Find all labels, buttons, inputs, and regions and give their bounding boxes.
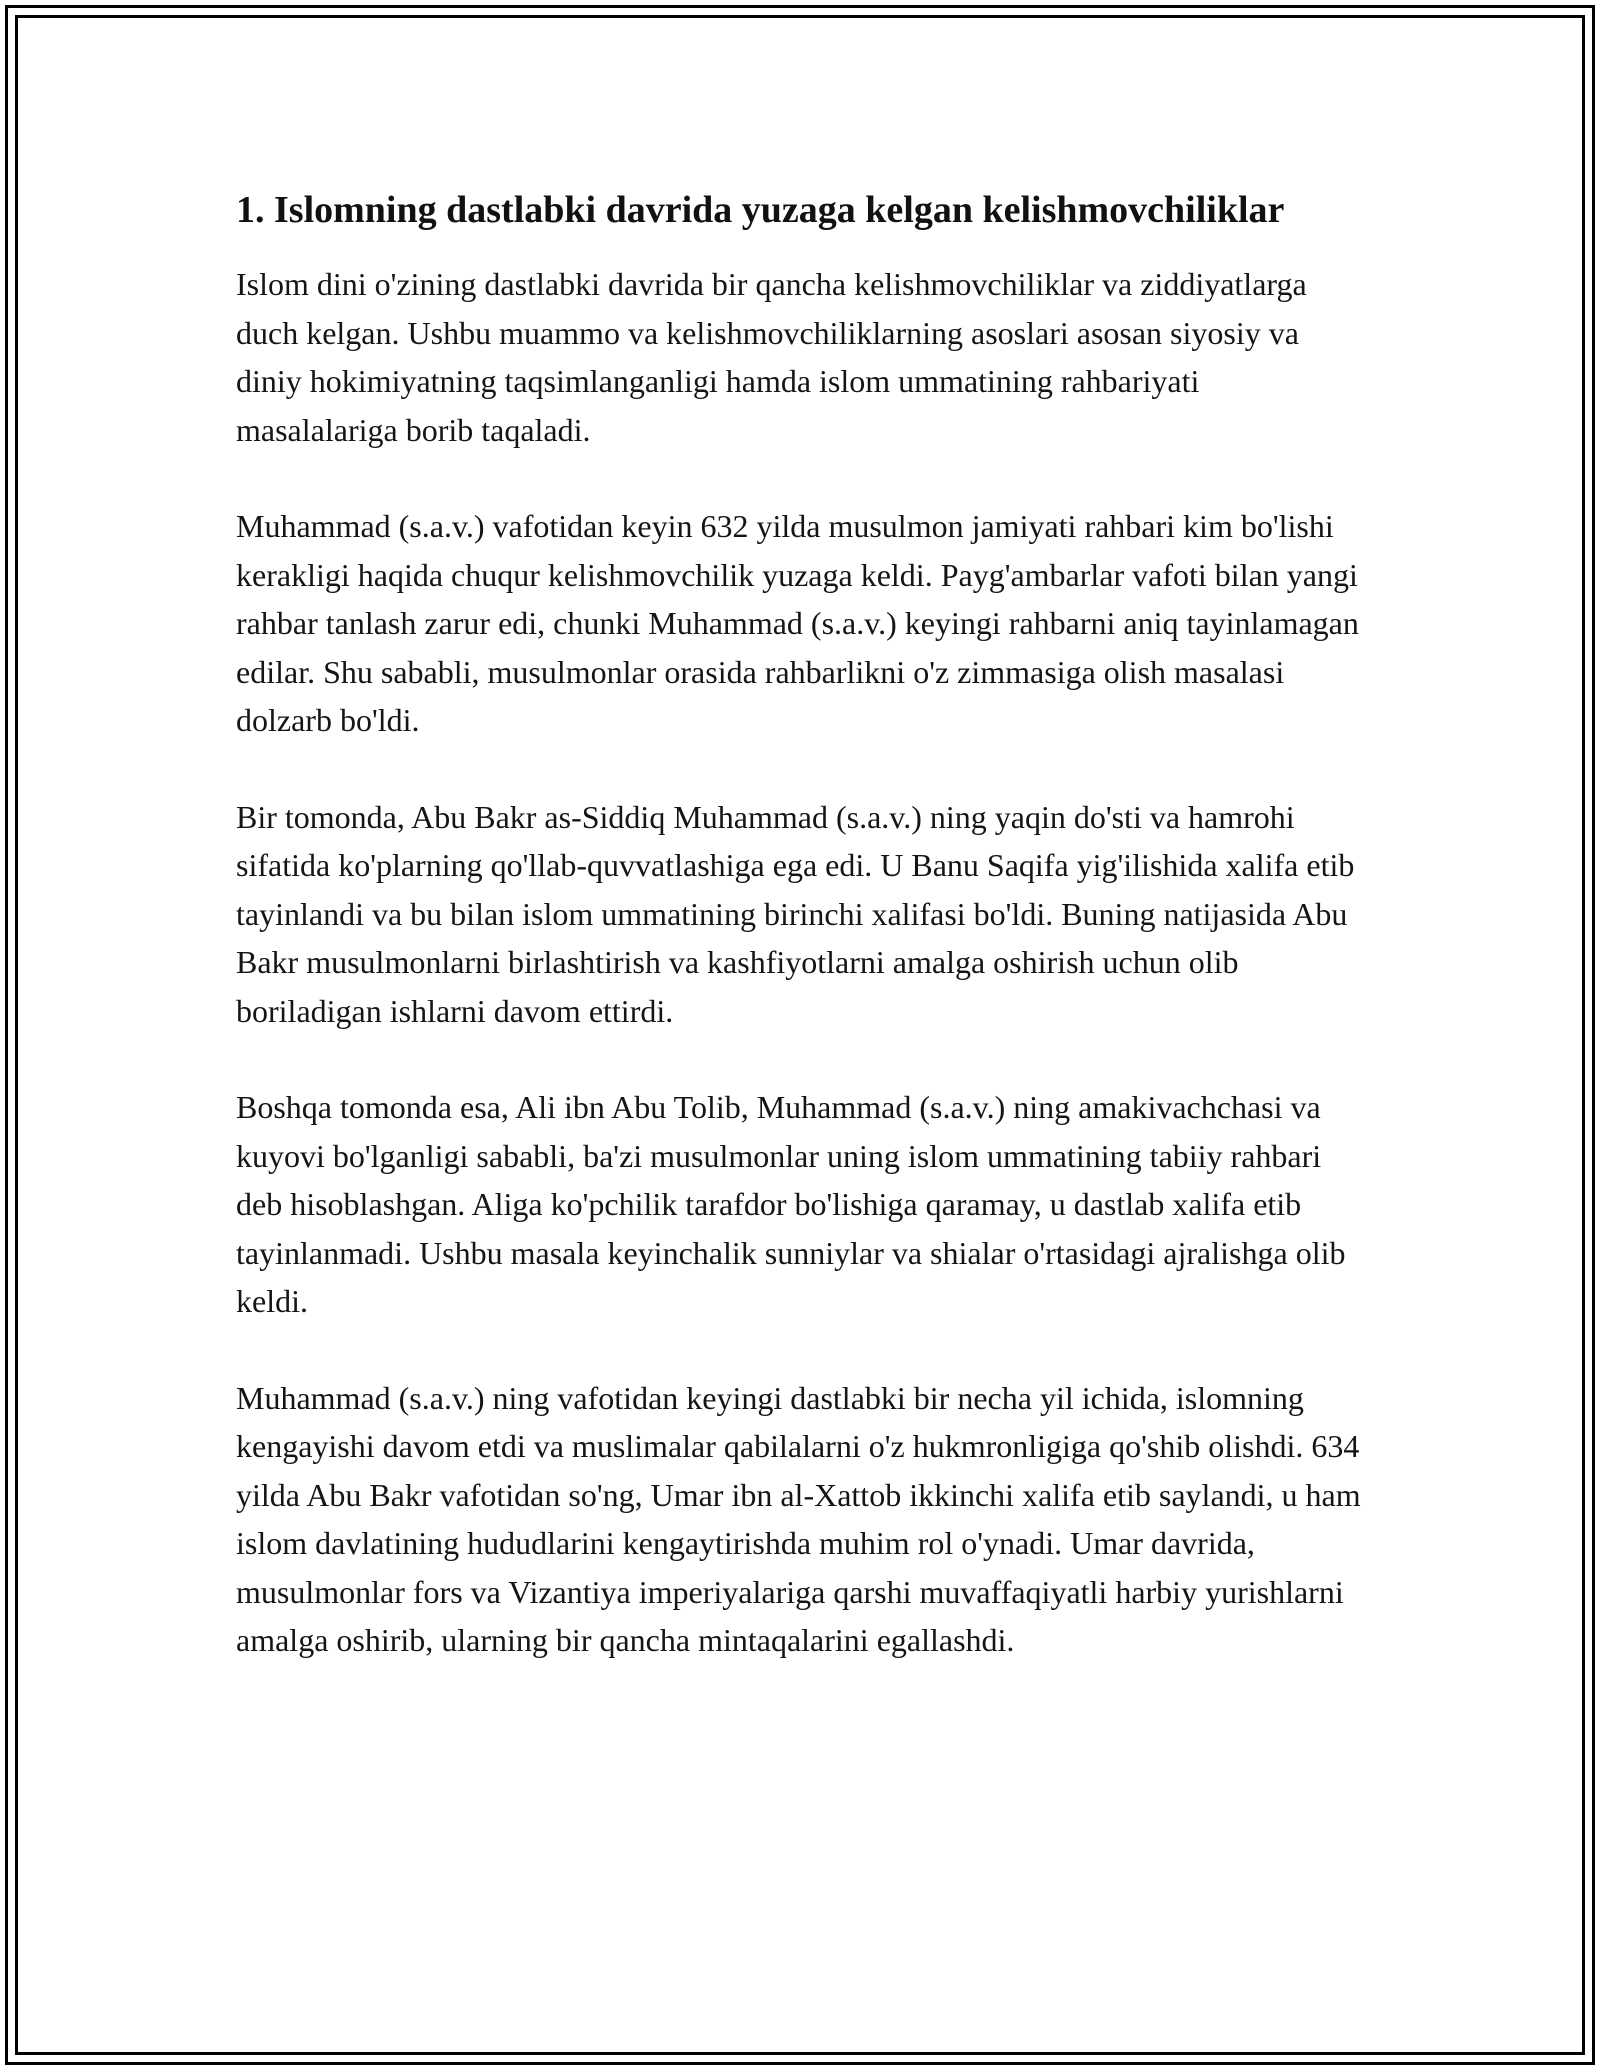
paragraph-expansion: Muhammad (s.a.v.) ning vafotidan keyingi dastlabki bir necha yil ichida, islomning kengayishi davom etdi va muslimalar qabilalarni o'z hukmronligiga qo'shib olishdi. 634 yilda Abu Bakr vafotidan so'ng, Umar ibn al-Xattob ikkinchi xalifa etib saylandi, u ham islom davlatining hududlarini kengaytirishda muhim rol o'ynadi. Umar davrida, musulmonlar fors va Vizantiya imperiyalariga qarshi muvaffaqiyatli harbiy yurishlarni amalga oshirib, ularning bir qancha mintaqalarini egallashdi. [236, 1379, 1361, 1658]
section-heading: 1. Islomning dastlabki davrida yuzaga kelgan kelishmovchiliklar [236, 189, 1285, 231]
paragraph-abu-bakr: Bir tomonda, Abu Bakr as-Siddiq Muhammad (s.a.v.) ning yaqin do'sti va hamrohi sifatida ko'plarning qo'llab-quvvatlashiga ega edi. U Banu Saqifa yig'ilishida xalifa etib tayinlandi va bu bilan islom ummatining birinchi xalifasi bo'ldi. Buning natijasida Abu Bakr musulmonlarni birlashtirish va kashfiyotlarni amalga oshirish uchun olib boriladigan ishlarni davom ettirdi. [236, 798, 1355, 1029]
document-body [236, 183, 1366, 1713]
paragraph-intro: Islom dini o'zining dastlabki davrida bir qancha kelishmovchiliklar va ziddiyatlarga duch kelgan. Ushbu muammo va kelishmovchiliklarning asoslari asosan siyosiy va diniy hokimiyatning taqsimlanganligi hamda islom ummatining rahbariyati masalalariga borib taqaladi. [236, 266, 1307, 448]
paragraph-ali: Boshqa tomonda esa, Ali ibn Abu Tolib, Muhammad (s.a.v.) ning amakivachchasi va kuyovi bo'lganligi sababli, ba'zi musulmonlar uning islom ummatining tabiiy rahbari deb hisoblashgan. Aliga ko'pchilik tarafdor bo'lishiga qaramay, u dastlab xalifa etib tayinlanmadi. Ushbu masala keyinchalik sunniylar va shialar o'rtasidagi ajralishga olib keldi. [236, 1089, 1346, 1319]
paragraph-succession: Muhammad (s.a.v.) vafotidan keyin 632 yilda musulmon jamiyati rahbari kim bo'lishi kerakligi haqida chuqur kelishmovchilik yuzaga keldi. Payg'ambarlar vafoti bilan yangi rahbar tanlash zarur edi, chunki Muhammad (s.a.v.) keyingi rahbarni aniq tayinlamagan edilar. Shu sababli, musulmonlar orasida rahbarlikni o'z zimmasiga olish masalasi dolzarb bo'ldi. [236, 508, 1359, 738]
